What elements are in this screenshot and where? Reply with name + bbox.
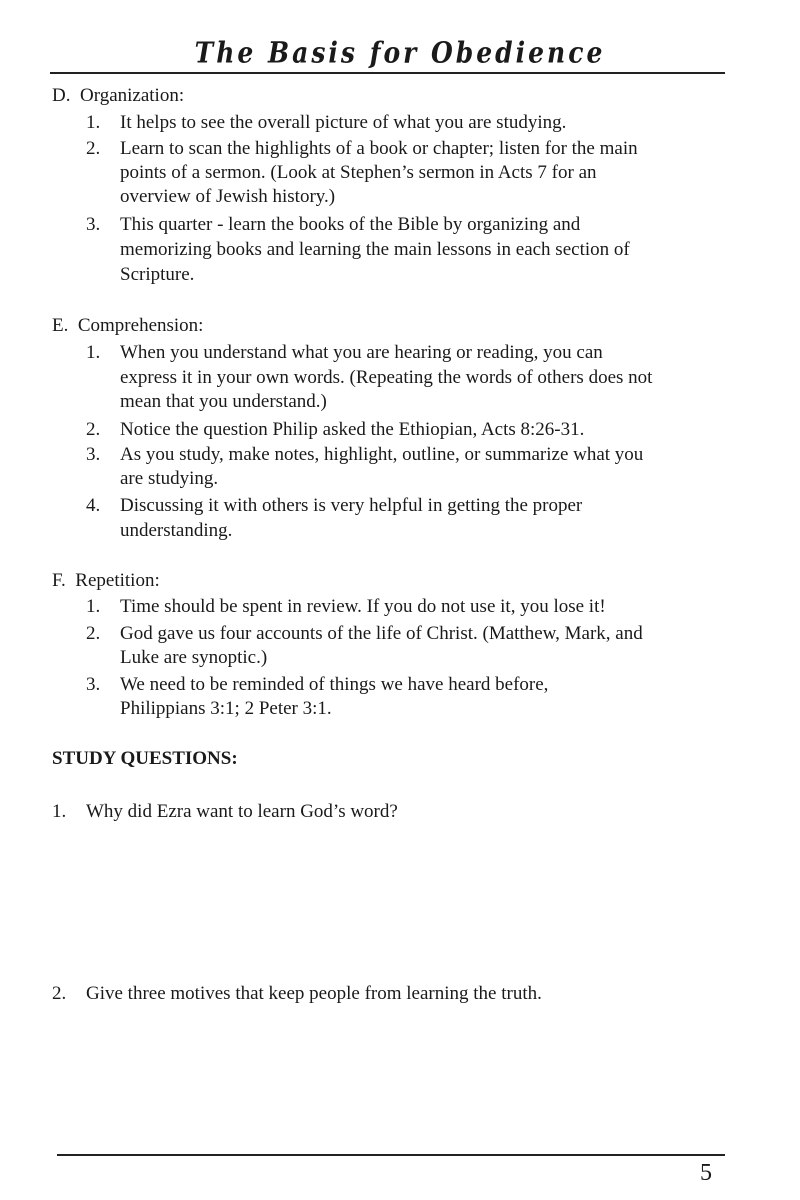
section-title: Organization:	[79, 85, 185, 106]
item-line: Luke are synoptic.)	[120, 647, 268, 668]
item-line: It helps to see the overall picture of what you are studying.	[120, 112, 567, 133]
item-line: Time should be spent in review. If you do not use it, you lose it!	[120, 596, 606, 617]
item-number: 1.	[86, 596, 101, 617]
item-line: express it in your own words. (Repeating the words of others does not	[120, 367, 653, 388]
item-line: Discussing it with others is very helpful in getting the proper	[120, 495, 583, 516]
item-line: points of a sermon. (Look at Stephen’s sermon in Acts 7 for an	[120, 162, 597, 183]
section-heading	[52, 84, 184, 108]
question-number: 2.	[52, 983, 67, 1004]
item-line: This quarter - learn the books of the Bible by organizing and	[120, 214, 581, 235]
section-letter: D.	[52, 85, 71, 106]
item-line: Scripture.	[120, 264, 195, 285]
item-number: 4.	[86, 495, 101, 516]
header-divider	[50, 72, 725, 74]
item-line: We need to be reminded of things we have heard before,	[120, 674, 549, 695]
item-number: 1.	[86, 342, 101, 363]
section-heading	[52, 314, 203, 338]
item-number: 3.	[86, 214, 101, 235]
item-line: understanding.	[120, 520, 233, 541]
item-number: 1.	[86, 112, 101, 133]
item-line: memorizing books and learning the main lessons in each section of	[120, 239, 630, 260]
item-number: 2.	[86, 138, 101, 159]
question-text: Why did Ezra want to learn God’s word?	[86, 801, 398, 822]
page-title: The Basis for Obedience	[194, 35, 606, 70]
item-line: Notice the question Philip asked the Ethiopian, Acts 8:26-31.	[120, 419, 585, 440]
item-number: 3.	[86, 444, 101, 465]
question-text: Give three motives that keep people from learning the truth.	[86, 983, 542, 1004]
item-line: God gave us four accounts of the life of Christ. (Matthew, Mark, and	[120, 623, 643, 644]
item-line: Philippians 3:1; 2 Peter 3:1.	[120, 698, 332, 719]
item-number: 2.	[86, 419, 101, 440]
item-line: As you study, make notes, highlight, outline, or summarize what you	[120, 444, 644, 465]
section-letter: F.	[52, 570, 66, 591]
item-line: mean that you understand.)	[120, 391, 327, 412]
section-letter: E.	[52, 315, 69, 336]
footer-divider	[57, 1154, 725, 1156]
study-questions-heading: STUDY QUESTIONS:	[52, 748, 238, 769]
item-line: overview of Jewish history.)	[120, 186, 336, 207]
item-line: Learn to scan the highlights of a book or chapter; listen for the main	[120, 138, 638, 159]
section-title: Repetition:	[75, 570, 160, 591]
page-number: 5	[700, 1160, 712, 1186]
item-number: 3.	[86, 674, 101, 695]
section-heading	[52, 569, 160, 593]
section-title: Comprehension:	[77, 315, 204, 336]
item-line: are studying.	[120, 468, 219, 489]
question-number: 1.	[52, 801, 67, 822]
item-line: When you understand what you are hearing or reading, you can	[120, 342, 603, 363]
item-number: 2.	[86, 623, 101, 644]
